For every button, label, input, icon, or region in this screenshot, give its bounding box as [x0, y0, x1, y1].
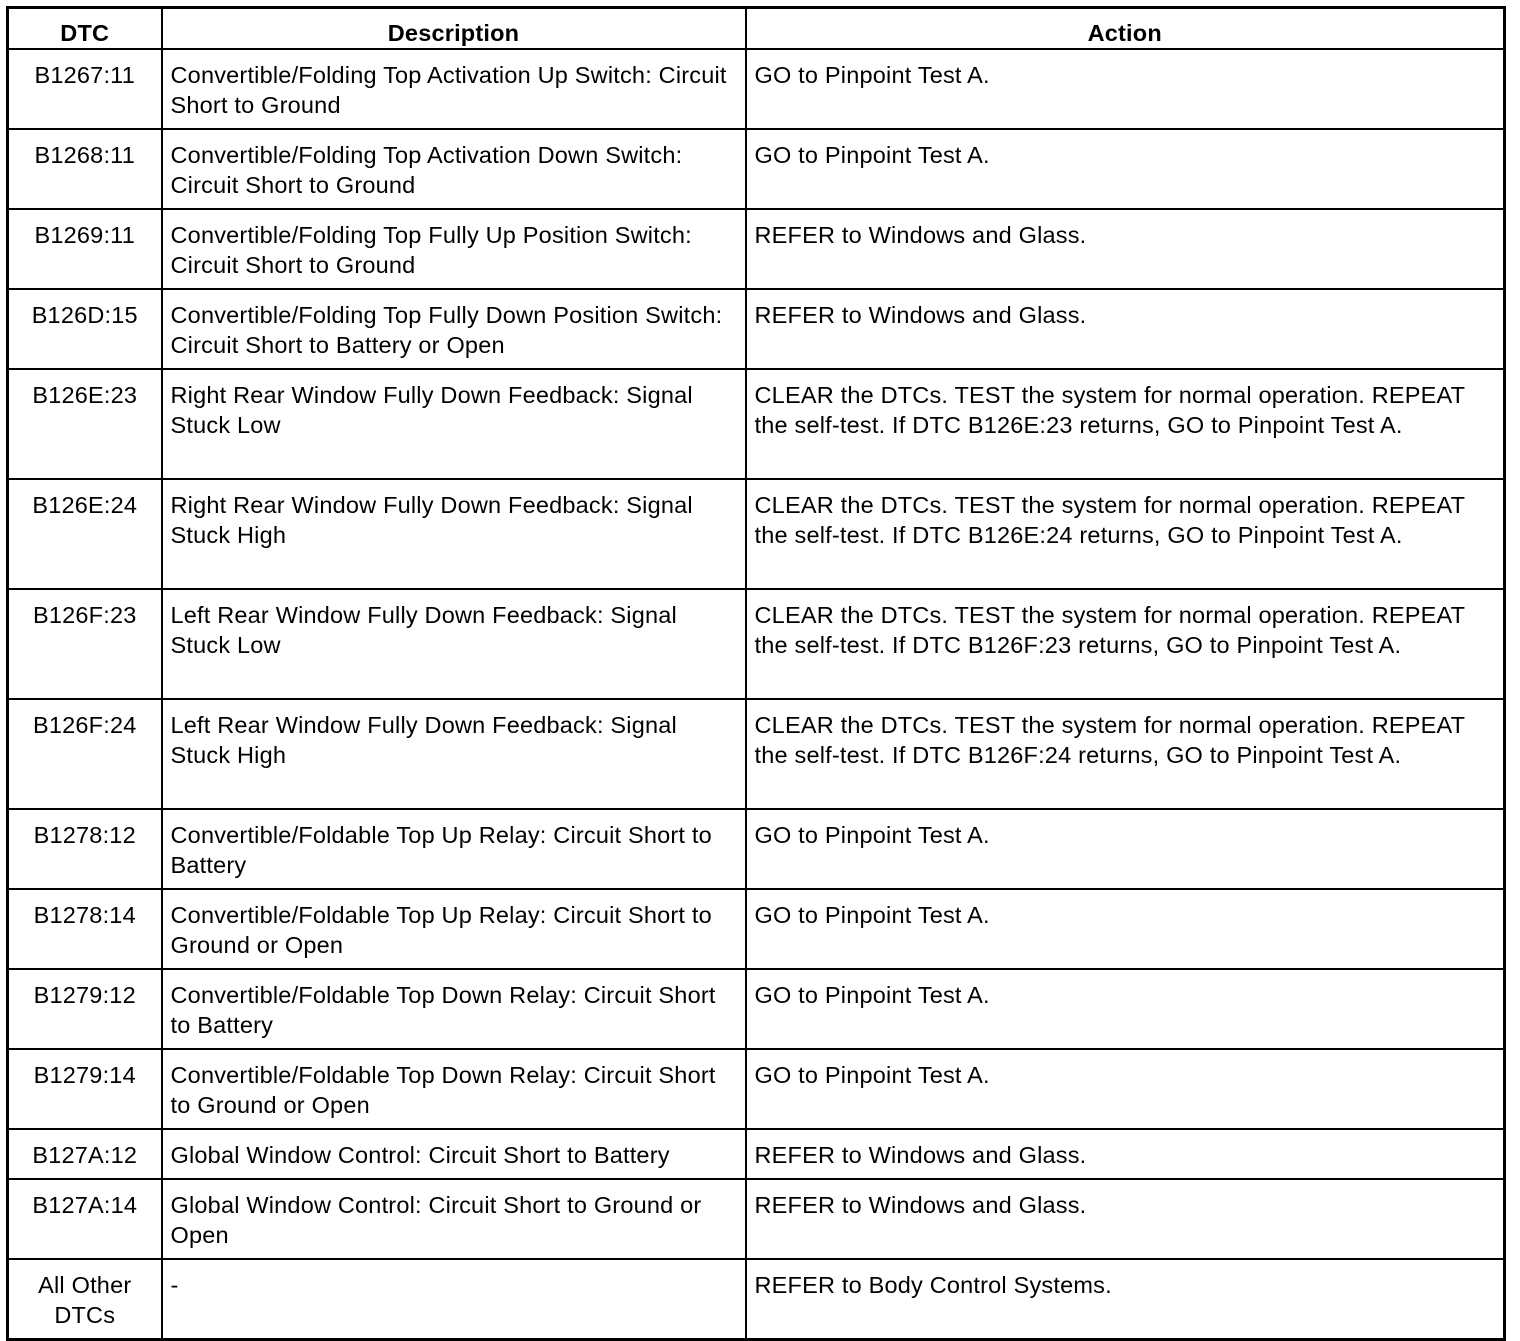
- dtc-action: CLEAR the DTCs. TEST the system for normal operation. REPEAT the self-test. If DTC B126F:24 returns, GO to Pinpoint Test A.: [746, 699, 1505, 809]
- dtc-description: Convertible/Foldable Top Down Relay: Circuit Short to Ground or Open: [162, 1049, 746, 1129]
- dtc-description: Left Rear Window Fully Down Feedback: Signal Stuck High: [162, 699, 746, 809]
- dtc-description: Convertible/Folding Top Activation Down Switch: Circuit Short to Ground: [162, 129, 746, 209]
- table-row: [8, 1259, 1505, 1340]
- dtc-description: Convertible/Folding Top Fully Down Position Switch: Circuit Short to Battery or Open: [162, 289, 746, 369]
- table-row: [8, 1179, 1505, 1259]
- dtc-action: GO to Pinpoint Test A.: [746, 129, 1505, 209]
- table-row: [8, 969, 1505, 1049]
- dtc-action: REFER to Body Control Systems.: [746, 1259, 1505, 1340]
- dtc-description: Global Window Control: Circuit Short to Ground or Open: [162, 1179, 746, 1259]
- table-header-row: [8, 8, 1505, 49]
- dtc-code: B1278:12: [8, 809, 162, 889]
- table-row: [8, 1129, 1505, 1179]
- table-row: [8, 1049, 1505, 1129]
- dtc-action: GO to Pinpoint Test A.: [746, 809, 1505, 889]
- dtc-code: B126E:23: [8, 369, 162, 479]
- dtc-code: B1279:12: [8, 969, 162, 1049]
- dtc-description: Convertible/Folding Top Fully Up Position Switch: Circuit Short to Ground: [162, 209, 746, 289]
- dtc-code: B1268:11: [8, 129, 162, 209]
- table-row: [8, 479, 1505, 589]
- dtc-action: REFER to Windows and Glass.: [746, 209, 1505, 289]
- dtc-action: GO to Pinpoint Test A.: [746, 49, 1505, 129]
- dtc-table: [6, 6, 1506, 1341]
- dtc-action: CLEAR the DTCs. TEST the system for normal operation. REPEAT the self-test. If DTC B126F:23 returns, GO to Pinpoint Test A.: [746, 589, 1505, 699]
- table-row: [8, 589, 1505, 699]
- dtc-code: B127A:14: [8, 1179, 162, 1259]
- dtc-description: Convertible/Foldable Top Down Relay: Circuit Short to Battery: [162, 969, 746, 1049]
- dtc-action: CLEAR the DTCs. TEST the system for normal operation. REPEAT the self-test. If DTC B126E:23 returns, GO to Pinpoint Test A.: [746, 369, 1505, 479]
- dtc-description: -: [162, 1259, 746, 1340]
- dtc-description: Right Rear Window Fully Down Feedback: Signal Stuck High: [162, 479, 746, 589]
- dtc-action: CLEAR the DTCs. TEST the system for normal operation. REPEAT the self-test. If DTC B126E:24 returns, GO to Pinpoint Test A.: [746, 479, 1505, 589]
- dtc-action: GO to Pinpoint Test A.: [746, 1049, 1505, 1129]
- table-row: [8, 699, 1505, 809]
- dtc-code: B126E:24: [8, 479, 162, 589]
- dtc-code: B1279:14: [8, 1049, 162, 1129]
- header-description: Description: [162, 8, 746, 49]
- dtc-description: Convertible/Foldable Top Up Relay: Circuit Short to Battery: [162, 809, 746, 889]
- dtc-action: REFER to Windows and Glass.: [746, 1129, 1505, 1179]
- table-row: [8, 49, 1505, 129]
- dtc-action: REFER to Windows and Glass.: [746, 289, 1505, 369]
- header-action: Action: [746, 8, 1505, 49]
- dtc-code: B1267:11: [8, 49, 162, 129]
- dtc-code: B1269:11: [8, 209, 162, 289]
- dtc-code: B126D:15: [8, 289, 162, 369]
- dtc-description: Left Rear Window Fully Down Feedback: Signal Stuck Low: [162, 589, 746, 699]
- dtc-description: Convertible/Folding Top Activation Up Switch: Circuit Short to Ground: [162, 49, 746, 129]
- table-row: [8, 289, 1505, 369]
- table-row: [8, 889, 1505, 969]
- header-dtc: DTC: [8, 8, 162, 49]
- dtc-action: REFER to Windows and Glass.: [746, 1179, 1505, 1259]
- dtc-description: Right Rear Window Fully Down Feedback: Signal Stuck Low: [162, 369, 746, 479]
- table-row: [8, 369, 1505, 479]
- table-row: [8, 809, 1505, 889]
- table-row: [8, 129, 1505, 209]
- dtc-description: Convertible/Foldable Top Up Relay: Circuit Short to Ground or Open: [162, 889, 746, 969]
- dtc-code: B126F:24: [8, 699, 162, 809]
- dtc-code: B1278:14: [8, 889, 162, 969]
- dtc-action: GO to Pinpoint Test A.: [746, 889, 1505, 969]
- dtc-code: B127A:12: [8, 1129, 162, 1179]
- dtc-code: B126F:23: [8, 589, 162, 699]
- dtc-code: All Other DTCs: [8, 1259, 162, 1340]
- table-row: [8, 209, 1505, 289]
- dtc-description: Global Window Control: Circuit Short to Battery: [162, 1129, 746, 1179]
- dtc-action: GO to Pinpoint Test A.: [746, 969, 1505, 1049]
